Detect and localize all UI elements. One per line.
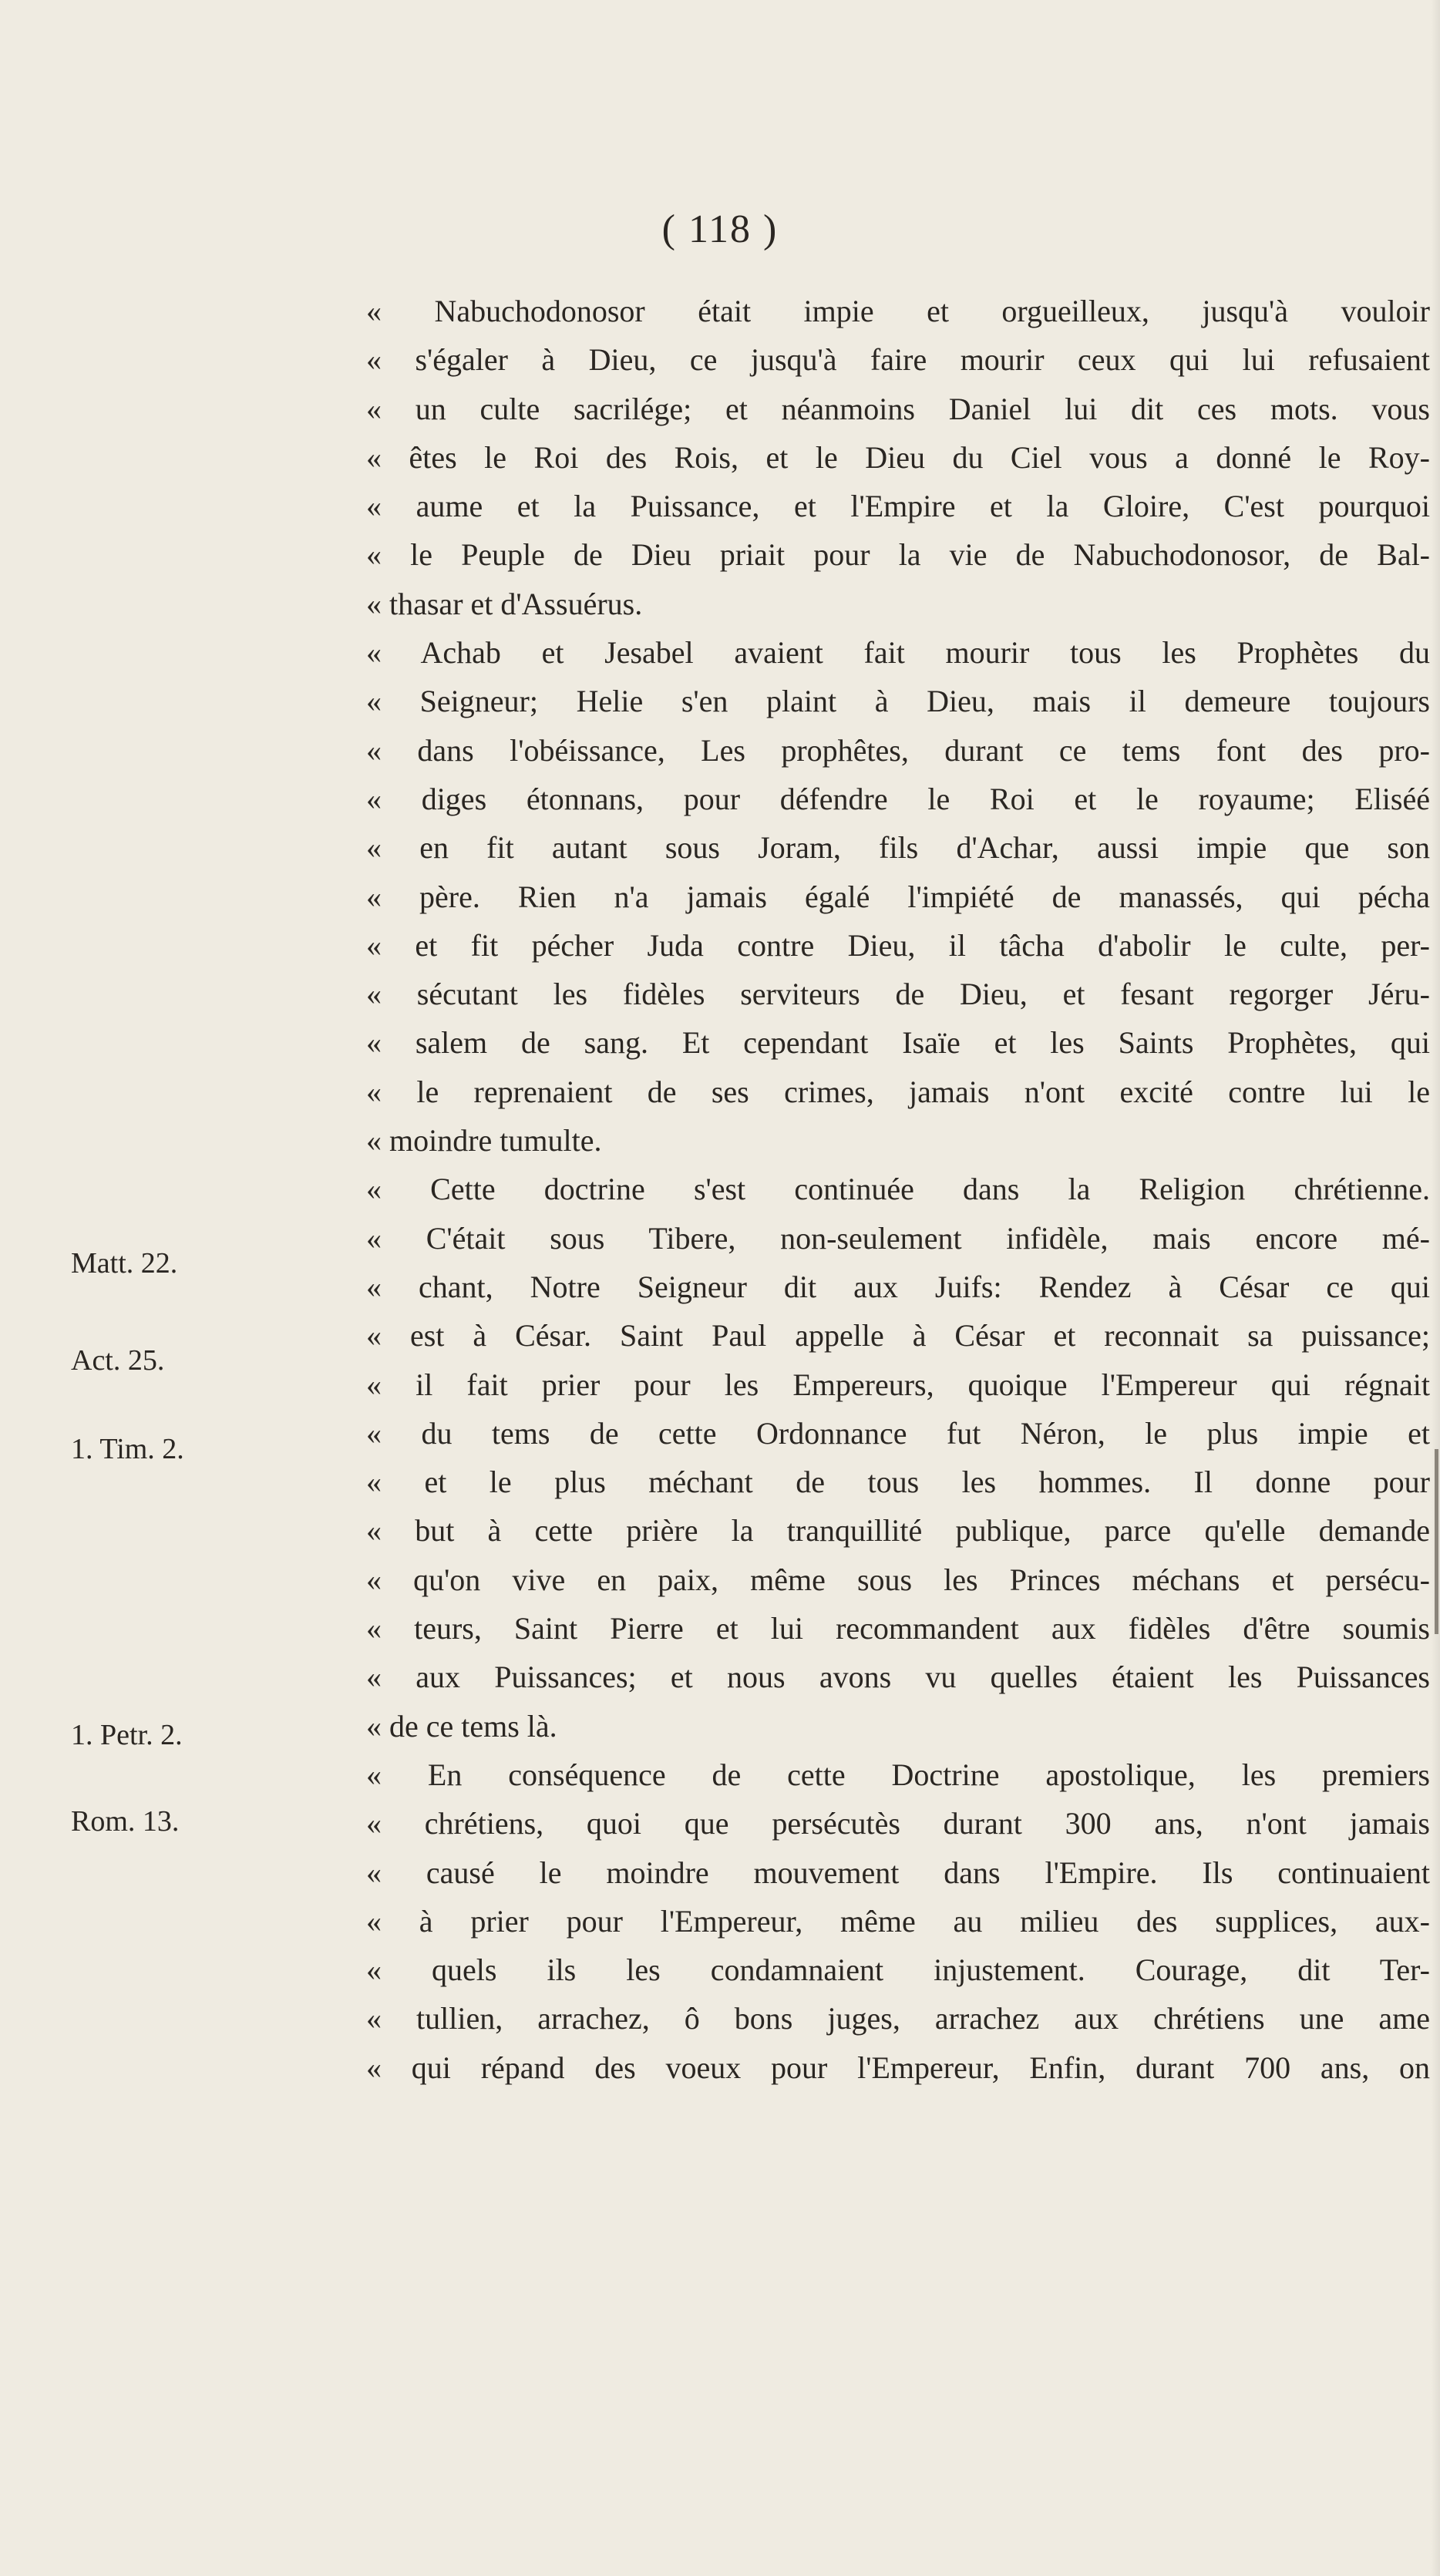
text-line: « le reprenaient de ses crimes, jamais n'ont excité contre lui le	[366, 1074, 1430, 1109]
text-line: « tullien, arrachez, ô bons juges, arrachez aux chrétiens une ame	[366, 2001, 1430, 2036]
text-line: « du tems de cette Ordonnance fut Néron, le plus impie et	[366, 1415, 1430, 1451]
text-line: « aume et la Puissance, et l'Empire et la Gloire, C'est pourquoi	[366, 489, 1430, 524]
text-line: « il fait prier pour les Empereurs, quoique l'Empereur qui régnait	[366, 1367, 1430, 1402]
text-line: « Nabuchodonosor était impie et orgueilleux, jusqu'à vouloir	[366, 294, 1430, 328]
text-line: « Cette doctrine s'est continuée dans la Religion chrétienne.	[366, 1172, 1430, 1207]
text-line: « chant, Notre Seigneur dit aux Juifs: Rendez à César ce qui	[366, 1269, 1430, 1304]
margin-note-rom: Rom. 13.	[71, 1805, 180, 1838]
edge-mark	[1435, 1449, 1438, 1634]
text-line: « et fit pécher Juda contre Dieu, il tâcha d'abolir le culte, per-	[366, 927, 1430, 963]
text-line: « dans l'obéissance, Les prophêtes, durant ce tems font des pro-	[366, 732, 1430, 768]
text-line: « de ce tems là.	[366, 1708, 557, 1744]
margin-note-matt: Matt. 22.	[71, 1247, 178, 1280]
text-line: « sécutant les fidèles serviteurs de Dieu, et fesant regorger Jéru-	[366, 977, 1430, 1012]
body-text	[366, 287, 1430, 2092]
text-line: « père. Rien n'a jamais égalé l'impiété de manassés, qui pécha	[366, 879, 1430, 914]
text-line: « Seigneur; Helie s'en plaint à Dieu, mais il demeure toujours	[366, 684, 1430, 719]
margin-note-petr: 1. Petr. 2.	[71, 1719, 183, 1751]
text-line: « salem de sang. Et cependant Isaïe et les Saints Prophètes, qui	[366, 1025, 1430, 1061]
text-line: « En conséquence de cette Doctrine apostolique, les premiers	[366, 1757, 1430, 1792]
text-line: « but à cette prière la tranquillité publique, parce qu'elle demande	[366, 1513, 1430, 1549]
text-line: « thasar et d'Assuérus.	[366, 586, 643, 621]
text-line: « diges étonnans, pour défendre le Roi et le royaume; Eliséé	[366, 781, 1430, 816]
text-line: « êtes le Roi des Rois, et le Dieu du Ciel vous a donné le Roy-	[366, 439, 1430, 475]
text-line: « chrétiens, quoi que persécutès durant 300 ans, n'ont jamais	[366, 1806, 1430, 1841]
text-line: « s'égaler à Dieu, ce jusqu'à faire mourir ceux qui lui refusaient	[366, 342, 1430, 378]
text-line: « qu'on vive en paix, même sous les Princes méchans et persécu-	[366, 1562, 1430, 1597]
text-line: « et le plus méchant de tous les hommes. Il donne pour	[366, 1465, 1430, 1500]
page-number: ( 118 )	[661, 207, 779, 251]
text-line: « quels ils les condamnaient injustement. Courage, dit Ter-	[366, 1952, 1430, 1988]
text-line: « C'était sous Tibere, non-seulement infidèle, mais encore mé-	[366, 1220, 1430, 1256]
text-line: « à prier pour l'Empereur, même au milieu des supplices, aux-	[366, 1903, 1430, 1939]
text-line: « le Peuple de Dieu priait pour la vie de Nabuchodonosor, de Bal-	[366, 537, 1430, 573]
text-line: « un culte sacrilége; et néanmoins Daniel lui dit ces mots. vous	[366, 391, 1430, 426]
margin-note-act: Act. 25.	[71, 1344, 165, 1377]
text-line: « en fit autant sous Joram, fils d'Achar, aussi impie que son	[366, 830, 1430, 866]
text-line: « causé le moindre mouvement dans l'Empire. Ils continuaient	[366, 1855, 1430, 1890]
text-line: « teurs, Saint Pierre et lui recommandent aux fidèles d'être soumis	[366, 1611, 1430, 1646]
page-edge-shadow	[1431, 0, 1440, 2576]
text-line: « est à César. Saint Paul appelle à César et reconnait sa puissance;	[366, 1318, 1430, 1354]
text-line: « aux Puissances; et nous avons vu quelles étaient les Puissances	[366, 1660, 1430, 1695]
text-line: « Achab et Jesabel avaient fait mourir tous les Prophètes du	[366, 635, 1430, 671]
text-line: « qui répand des voeux pour l'Empereur, Enfin, durant 700 ans, on	[366, 2050, 1430, 2085]
text-line: « moindre tumulte.	[366, 1123, 602, 1159]
margin-note-tim: 1. Tim. 2.	[71, 1433, 184, 1465]
